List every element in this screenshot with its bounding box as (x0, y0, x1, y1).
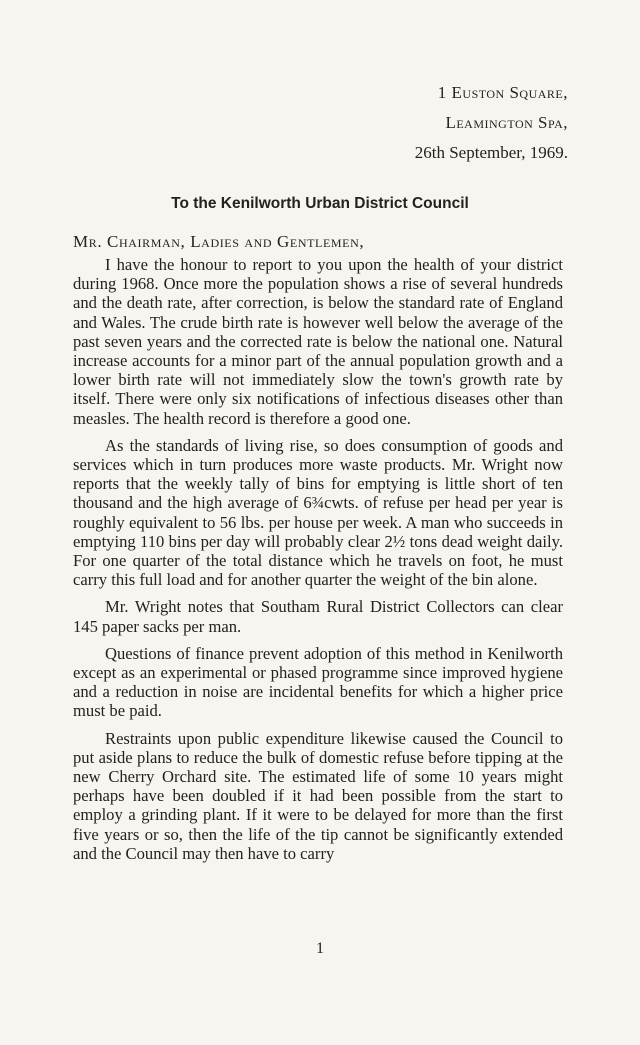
address-street: 1 Euston Square, (437, 83, 568, 102)
paragraph: I have the honour to report to you upon the health of your district during 1968. Once more the population shows a rise of several hundreds and the death rate, after correction, is below the standard rate of England and Wales. The crude birth rate is however well below the average of the past seven years and the corrected rate is below the national one. Natural increase accounts for a minor part of the annual population growth and a lower birth rate will not immediately slow the town's growth rate by itself. There were only six notifications of infectious diseases other than measles. The health record is therefore a good one. (73, 255, 563, 428)
sender-address (308, 80, 568, 170)
paragraph: Mr. Wright notes that Southam Rural District Collectors can clear 145 paper sacks per man. (73, 597, 563, 636)
letter-heading: To the Kenilworth Urban District Council (171, 195, 469, 212)
letter-date: 26th September, 1969. (414, 143, 568, 162)
paragraph: As the standards of living rise, so does consumption of goods and services which in turn produces more waste products. Mr. Wright now reports that the weekly tally of bins for emptying is little short of ten thousand and the high average of 6¾cwts. of refuse per head per year is roughly equivalent to 56 lbs. per house per week. A man who succeeds in emptying 110 bins per day will probably clear 2½ tons dead weight daily. For one quarter of the total distance which he travels on foot, he must carry this full load and for another quarter the weight of the bin alone. (73, 435, 563, 590)
page-number: 1 (316, 940, 324, 957)
salutation: Mr. Chairman, Ladies and Gentlemen, (73, 232, 365, 251)
address-town: Leamington Spa, (445, 113, 568, 132)
paragraph: Questions of finance prevent adoption of this method in Kenilworth except as an experimental or phased programme since improved hygiene and a reduction in noise are incidental benefits for which a higher price must be paid. (73, 643, 563, 721)
letter-body (73, 255, 563, 871)
paragraph: Restraints upon public expenditure likewise caused the Council to put aside plans to reduce the bulk of domestic refuse before tipping at the new Cherry Orchard site. The estimated life of some 10 years might perhaps have been doubled if it had been possible from the start to employ a grinding plant. If it were to be delayed for more than the first five years or so, then the life of the tip cannot be significantly extended and the Council may then have to carry (73, 728, 563, 863)
